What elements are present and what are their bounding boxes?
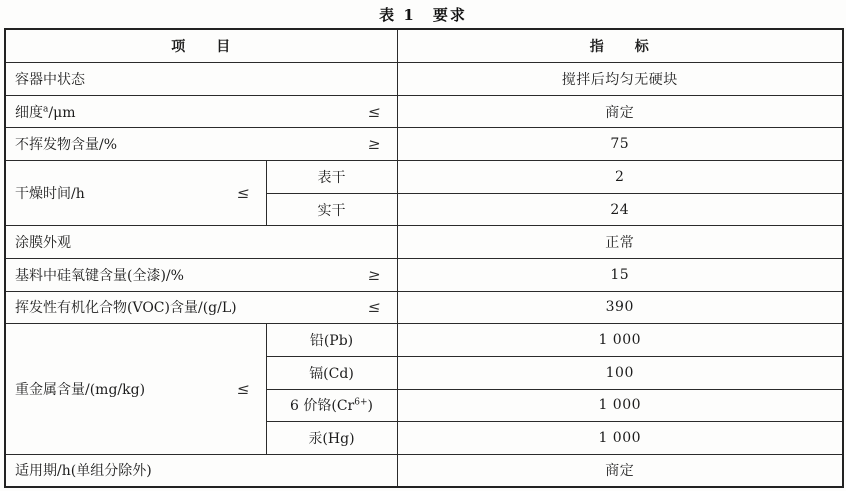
less-equal-symbol: ≤ [235, 380, 251, 399]
superscript-6plus: 6+ [354, 397, 368, 408]
column-header-item: 项 目 [5, 29, 397, 63]
row-value: 商定 [397, 454, 843, 487]
sub-item-label: 镉(Cd) [266, 356, 397, 389]
sub-item-label: 表干 [266, 161, 397, 194]
row-label: 重金属含量/(mg/kg) [15, 382, 146, 399]
row-label: 涂膜外观 [15, 235, 71, 252]
table-row [5, 454, 843, 487]
row-value: 75 [397, 128, 843, 161]
row-label: 挥发性有机化合物(VOC)含量/(g/L) [15, 300, 237, 317]
row-value: 1 000 [397, 324, 843, 357]
column-header-indicator: 指 标 [397, 29, 843, 63]
sub-item-label: 6 价铬$(Cr^{6+})$ [266, 389, 397, 422]
table-row [5, 161, 843, 194]
row-label: 适用期/h(单组分除外) [15, 463, 152, 480]
row-label: 细度$^a$/μm [15, 103, 76, 121]
row-value: 1 000 [397, 422, 843, 455]
less-equal-symbol: ≤ [235, 184, 251, 203]
greater-equal-symbol: ≥ [366, 265, 382, 284]
table-header-row [5, 29, 843, 63]
row-label: 干燥时间/h [15, 186, 85, 203]
less-equal-symbol: ≤ [366, 102, 382, 121]
table-title: 表 1 要求 [379, 6, 467, 24]
row-value: 商定 [397, 95, 843, 128]
table-row [5, 63, 843, 96]
sub-item-label: 实干 [266, 193, 397, 226]
row-value: 2 [397, 161, 843, 194]
row-value: 390 [397, 291, 843, 324]
table-row [5, 291, 843, 324]
table-row [5, 128, 843, 161]
row-label: 容器中状态 [15, 71, 85, 88]
row-label: 不挥发物含量/% [15, 137, 118, 154]
table-row [5, 259, 843, 292]
requirements-table [4, 28, 844, 488]
row-value: 24 [397, 193, 843, 226]
row-value: 1 000 [397, 389, 843, 422]
row-value: 搅拌后均匀无硬块 [397, 63, 843, 96]
row-label: 基料中硅氧键含量(全漆)/% [15, 267, 184, 284]
row-value: 正常 [397, 226, 843, 259]
less-equal-symbol: ≤ [366, 298, 382, 317]
footnote-marker: a [43, 103, 49, 114]
table-row [5, 324, 843, 357]
row-value: 15 [397, 259, 843, 292]
row-value: 100 [397, 356, 843, 389]
table-row [5, 95, 843, 128]
sub-item-label: 汞(Hg) [266, 422, 397, 455]
greater-equal-symbol: ≥ [366, 135, 382, 154]
table-row [5, 226, 843, 259]
sub-item-label: 铅(Pb) [266, 324, 397, 357]
